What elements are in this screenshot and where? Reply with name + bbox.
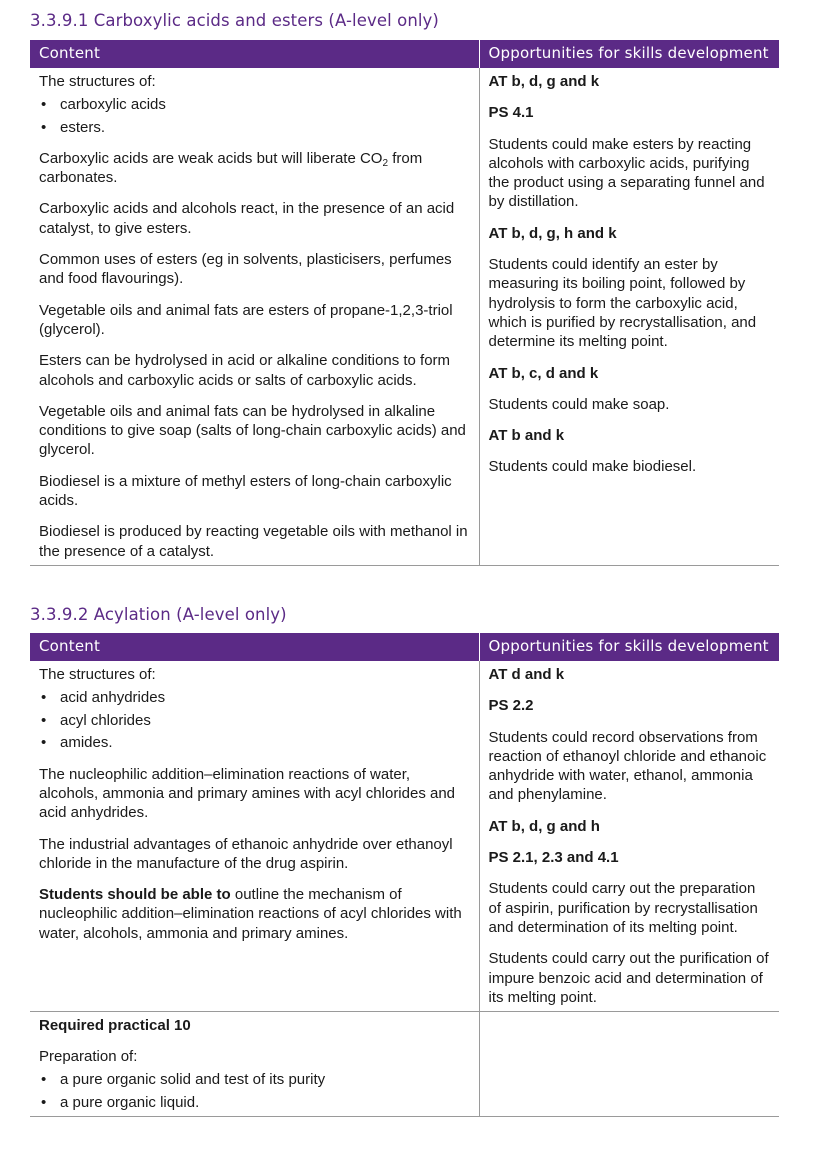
text: Carboxylic acids are weak acids but will liberate CO [39, 149, 383, 167]
practical-list [39, 1070, 470, 1112]
skills-cell [479, 661, 779, 1012]
section-title-carboxylic-acids: 3.3.9.1 Carboxylic acids and esters (A-level only) [30, 11, 439, 30]
list-item: • carboxylic acids [39, 95, 470, 114]
structures-list [39, 95, 470, 137]
bold-lead: Students should be able to [39, 886, 231, 904]
list-item: • acyl chlorides [39, 711, 470, 730]
skill-description: Students could make soap. [488, 395, 670, 413]
structures-list [39, 688, 470, 753]
header-skills: Opportunities for skills development [479, 40, 779, 68]
structures-intro: The structures of: [39, 666, 156, 683]
table-acylation [30, 633, 779, 1117]
paragraph-industrial-advantages: The industrial advantages of ethanoic anhydride over ethanoyl chloride in the manufacture of the drug aspirin. [39, 835, 453, 872]
list-item: • amides. [39, 733, 470, 752]
table-row [30, 68, 779, 565]
at-code: AT b, d, g and h [488, 817, 600, 835]
table-row [30, 661, 779, 1012]
at-code: AT d and k [488, 666, 565, 683]
practical-intro: Preparation of: [39, 1048, 138, 1066]
skill-description: Students could make esters by reacting alcohols with carboxylic acids, purifying the product using a separating funnel and by distillation. [488, 135, 765, 211]
ps-code: PS 4.1 [488, 104, 534, 122]
paragraph-soap: Vegetable oils and animal fats can be hydrolysed in alkaline conditions to give soap (salts of long-chain carboxylic acids) and glycerol. [39, 402, 466, 459]
practical-cell [30, 1012, 479, 1117]
list-item: • a pure organic liquid. [39, 1093, 470, 1112]
ps-code: PS 2.1, 2.3 and 4.1 [488, 849, 619, 867]
empty-cell [479, 1012, 779, 1117]
table-header-row [30, 40, 779, 68]
at-code: AT b, c, d and k [488, 364, 599, 382]
structures-intro: The structures of: [39, 73, 156, 90]
skill-description: Students could carry out the preparation of aspirin, purification by recrystallisation and determination of its melting point. [488, 880, 758, 936]
text: from carbonates. [39, 149, 423, 187]
list-item: • acid anhydrides [39, 688, 470, 707]
content-cell [30, 68, 479, 565]
paragraph-uses-of-esters: Common uses of esters (eg in solvents, plasticisers, perfumes and food flavourings). [39, 251, 452, 288]
paragraph-mechanism [39, 885, 470, 943]
ps-code: PS 2.2 [488, 697, 534, 715]
paragraph-oils-fats: Vegetable oils and animal fats are esters of propane-1,2,3-triol (glycerol). [39, 301, 453, 338]
skill-description: Students could make biodiesel. [488, 458, 697, 476]
subscript: 2 [382, 157, 389, 169]
paragraph-hydrolysis: Esters can be hydrolysed in acid or alkaline conditions to form alcohols and carboxylic acids or salts of carboxylic acids. [39, 352, 451, 389]
paragraph-biodiesel-definition: Biodiesel is a mixture of methyl esters of long-chain carboxylic acids. [39, 472, 452, 510]
content-cell [30, 661, 479, 1012]
skills-cell [479, 68, 779, 565]
practical-title: Required practical 10 [39, 1017, 191, 1035]
header-skills: Opportunities for skills development [479, 633, 779, 661]
at-code: AT b and k [488, 427, 565, 445]
header-content: Content [30, 40, 479, 68]
skill-description: Students could identify an ester by measuring its boiling point, followed by hydrolysis to form the carboxylic acid, which is purified by recrystallisation, and determine its melting point. [488, 256, 757, 351]
at-code: AT b, d, g, h and k [488, 224, 617, 242]
at-code: AT b, d, g and k [488, 73, 600, 90]
paragraph-biodiesel-production: Biodiesel is produced by reacting vegetable oils with methanol in the presence of a catalyst. [39, 523, 468, 560]
paragraph-weak-acids [39, 149, 470, 188]
list-item: • a pure organic solid and test of its purity [39, 1070, 470, 1089]
table-carboxylic-acids [30, 40, 779, 566]
section-title-acylation: 3.3.9.2 Acylation (A-level only) [30, 605, 287, 624]
paragraph-addition-elimination: The nucleophilic addition–elimination reactions of water, alcohols, ammonia and primary amines with acyl chlorides and acid anhydrides. [39, 765, 456, 822]
paragraph-esterification: Carboxylic acids and alcohols react, in the presence of an acid catalyst, to give esters. [39, 200, 455, 237]
skill-description: Students could record observations from reaction of ethanoyl chloride and ethanoic anhydride with water, ethanol, ammonia and phenylamine. [488, 728, 767, 804]
text: outline the mechanism of nucleophilic addition–elimination reactions of acyl chlorides with water, alcohols, ammonia and primary amines. [39, 886, 462, 942]
table-row-practical [30, 1012, 779, 1117]
list-item: • esters. [39, 118, 470, 137]
header-content: Content [30, 633, 479, 661]
table-header-row [30, 633, 779, 661]
skill-description: Students could carry out the purification of impure benzoic acid and determination of its melting point. [488, 950, 769, 1006]
